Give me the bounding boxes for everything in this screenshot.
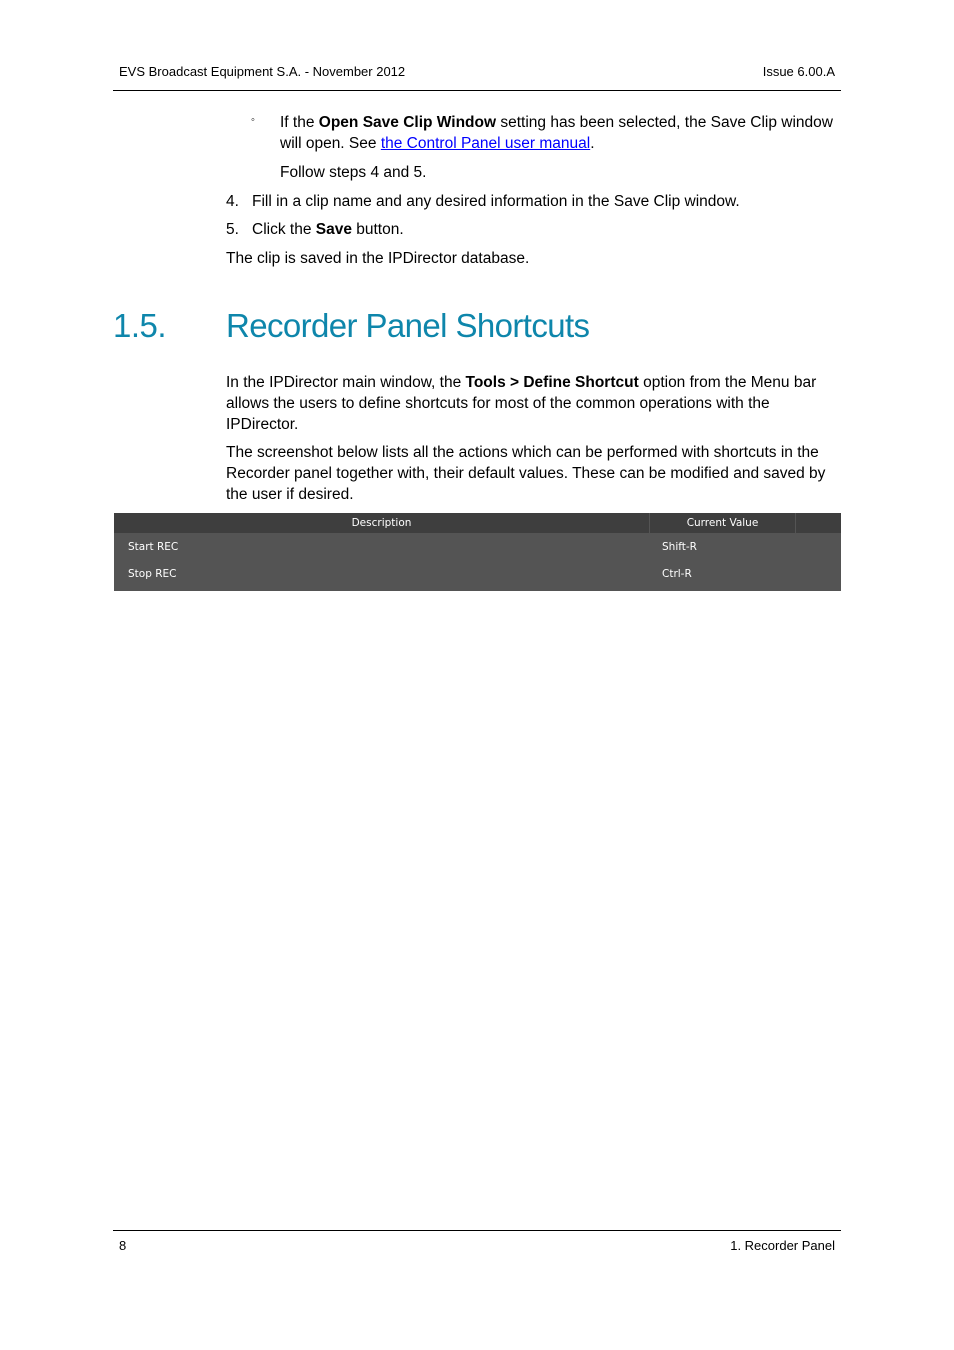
step-5-text: Click the Save button.: [252, 221, 404, 238]
step-4-text: Fill in a clip name and any desired information in the Save Clip window.: [252, 193, 740, 210]
bullet-text: If the Open Save Clip Window setting has been selected, the Save Clip window will open. See the Control Panel user manual.: [280, 114, 833, 152]
header-right: Issue 6.00.A: [762, 64, 835, 79]
header-rule: [113, 90, 841, 91]
page-number: 8: [119, 1238, 127, 1253]
column-header-extra: [796, 513, 841, 533]
shortcuts-table: [114, 513, 841, 591]
follow-steps-text: Follow steps 4 and 5.: [280, 164, 427, 181]
section-title: Recorder Panel Shortcuts: [226, 307, 590, 344]
footer-rule: [113, 1230, 841, 1231]
row-1-value[interactable]: Shift-R: [662, 541, 697, 553]
row-1-description[interactable]: Start REC: [128, 541, 179, 553]
control-panel-manual-link[interactable]: the Control Panel user manual: [380, 135, 591, 152]
header-left: EVS Broadcast Equipment S.A. - November 2012: [119, 64, 406, 79]
result-text: The clip is saved in the IPDirector database.: [226, 250, 530, 267]
footer-chapter: 1. Recorder Panel: [730, 1238, 835, 1253]
row-2-value[interactable]: Ctrl-R: [662, 568, 692, 580]
column-header-description[interactable]: Description: [114, 513, 649, 533]
column-header-current-value[interactable]: Current Value: [650, 513, 795, 533]
step-4-number: 4.: [226, 193, 239, 210]
step-5-number: 5.: [226, 221, 239, 238]
bold-setting: Open Save Clip Window: [318, 114, 497, 131]
bullet-marker: ◦: [251, 114, 255, 126]
section-number: 1.5.: [113, 307, 167, 344]
paragraph-screenshot-intro: The screenshot below lists all the actions which can be performed with shortcuts in the Recorder panel together with, their default values. These can be modified and saved by the user if desired.: [226, 444, 826, 503]
paragraph-define-shortcut: In the IPDirector main window, the Tools > Define Shortcut option from the Menu bar allows the users to define shortcuts for most of the common operations with the IPDirector.: [226, 374, 817, 433]
row-2-description[interactable]: Stop REC: [128, 568, 177, 580]
